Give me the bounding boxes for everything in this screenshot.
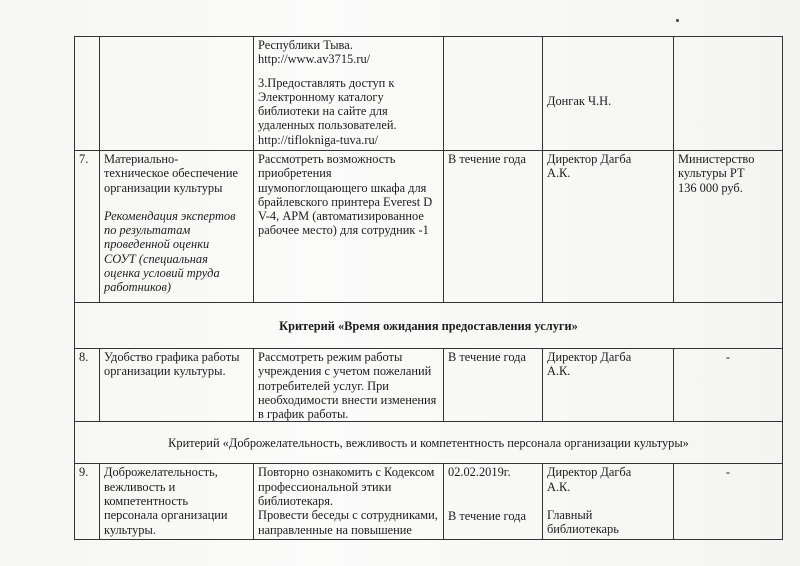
cell-title: [100, 37, 254, 151]
text-line: рабочее место) для сотрудник -1: [258, 223, 429, 238]
text-line: Повторно ознакомить с Кодексом: [258, 465, 435, 480]
text-line: Донгак Ч.Н.: [547, 94, 612, 108]
cell-measure: [254, 151, 444, 303]
scan-dot: [676, 19, 679, 22]
cell-term: В течение года: [444, 151, 543, 303]
text-line: приобретения: [258, 166, 332, 181]
text-line: культуры.: [104, 522, 156, 537]
text-line: В течение года: [448, 508, 526, 523]
text-line: брайлевского принтера Everest D: [258, 194, 433, 209]
text-line: http://tiflokniga-tuva.ru/: [258, 132, 379, 147]
cell-title: [100, 151, 254, 303]
text-line: Электронному каталогу: [258, 89, 384, 104]
table-row-7: [75, 151, 783, 303]
cell-funding: -: [674, 349, 783, 422]
text-line: потребителей услуг. При: [258, 378, 389, 393]
cell-num: 7.: [75, 151, 100, 303]
text-line: Доброжелательность,: [104, 465, 218, 480]
text-line: 02.02.2019г.: [448, 465, 511, 480]
text-line: http://www.av3715.ru/: [258, 52, 371, 67]
criterion-heading: [75, 422, 783, 464]
text-line: шумопоглощающего шкафа для: [258, 180, 427, 195]
cell-measure: [254, 349, 444, 422]
cell-funding: -: [674, 464, 783, 540]
text-line: Провести беседы с сотрудниками,: [258, 508, 438, 523]
text-line: V-4, АРМ (автоматизированное: [258, 209, 424, 224]
text-line: А.К.: [547, 364, 571, 379]
cell-title: [100, 464, 254, 540]
cell-responsible: [543, 151, 674, 303]
text-line: удаленных пользователей.: [258, 118, 397, 133]
cell-num: [75, 37, 100, 151]
criterion-title: Критерий «Время ожидания предоставления услуги»: [279, 318, 578, 333]
cell-responsible: [543, 37, 674, 151]
criterion-row-wait-time: [75, 303, 783, 349]
text-line: культуры РТ: [678, 166, 745, 181]
criterion-heading: [75, 303, 783, 349]
cell-num: 9.: [75, 464, 100, 540]
text-line: в график работы.: [258, 407, 349, 422]
text-line: Материально-: [104, 152, 179, 166]
text-line: по результатам: [104, 223, 191, 238]
text-line: Директор Дагба: [547, 465, 632, 480]
text-line: А.К.: [547, 166, 571, 181]
text-line: Рассмотреть возможность: [258, 152, 396, 166]
criterion-row-staff: [75, 422, 783, 464]
text-line: Рекомендация экспертов: [104, 208, 236, 223]
cell-responsible: [543, 349, 674, 422]
cell-funding: [674, 151, 783, 303]
text-line: Директор Дагба: [547, 350, 632, 364]
text-line: Главный: [547, 508, 593, 523]
text-line: направленные на повышение: [258, 522, 412, 537]
text-line: А.К.: [547, 479, 571, 494]
text-line: учреждения с учетом пожеланий: [258, 364, 432, 379]
cell-funding: [674, 37, 783, 151]
text-line: проведенной оценки: [104, 237, 210, 252]
text-line: техническое обеспечение: [104, 166, 239, 181]
text-line: 3.Предоставлять доступ к: [258, 75, 395, 90]
cell-term: [444, 37, 543, 151]
text-line: оценка условий труда: [104, 266, 220, 281]
text-line: библиотеки на сайте для: [258, 104, 388, 119]
action-plan-table: [74, 36, 783, 540]
text-line: Удобство графика работы: [104, 350, 240, 364]
text-line: профессиональной этики: [258, 479, 392, 494]
text-line: Республики Тыва.: [258, 38, 353, 52]
text-line: Министерство: [678, 152, 755, 166]
text-line: организации культуры.: [104, 364, 226, 379]
text-line: работников): [104, 280, 171, 295]
cell-term: В течение года: [444, 349, 543, 422]
text-line: организации культуры: [104, 180, 223, 195]
text-line: Рассмотреть режим работы: [258, 350, 403, 364]
text-line: библиотекарь: [547, 522, 619, 537]
cell-measure: [254, 37, 444, 151]
text-line: 136 000 руб.: [678, 180, 743, 195]
text-line: Директор Дагба: [547, 152, 632, 166]
table-row-continuation: [75, 37, 783, 151]
table-row-9: [75, 464, 783, 540]
cell-title: [100, 349, 254, 422]
text-line: СОУТ (специальная: [104, 251, 208, 266]
text-line: персонала организации: [104, 508, 228, 523]
text-line: библиотекаря.: [258, 494, 334, 509]
text-line: вежливость и: [104, 479, 176, 494]
criterion-title: Критерий «Доброжелательность, вежливость и компетентность персонала организации культуры»: [168, 436, 689, 451]
cell-term: [444, 464, 543, 540]
table-row-8: [75, 349, 783, 422]
text-line: компетентность: [104, 494, 188, 509]
cell-num: 8.: [75, 349, 100, 422]
cell-responsible: [543, 464, 674, 540]
text-line: необходимости внести изменения: [258, 392, 437, 407]
cell-measure: [254, 464, 444, 540]
